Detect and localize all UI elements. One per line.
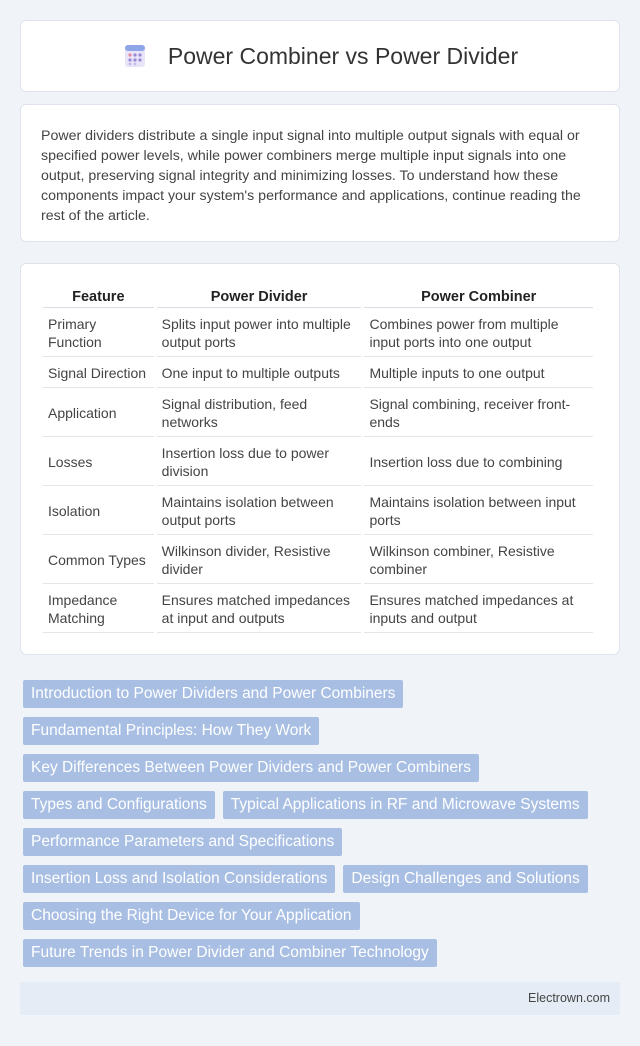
- topic-link-types-configurations[interactable]: Types and Configurations: [23, 791, 215, 819]
- table-cell: Ensures matched impedances at input and outputs: [157, 584, 362, 633]
- table-cell: Wilkinson divider, Resistive divider: [157, 535, 362, 584]
- table-cell: Common Types: [43, 535, 154, 584]
- topic-link-choosing-device[interactable]: Choosing the Right Device for Your Application: [23, 902, 360, 930]
- table-cell: Multiple inputs to one output: [364, 357, 593, 388]
- table-cell: Impedance Matching: [43, 584, 154, 633]
- link-row: [23, 680, 617, 708]
- header-power-combiner: Power Combiner: [364, 286, 593, 308]
- link-row: [23, 717, 617, 745]
- footer: [20, 982, 620, 1015]
- table-row: [43, 308, 593, 357]
- table-cell: Insertion loss due to combining: [364, 437, 593, 486]
- intro-text: Power dividers distribute a single input signal into multiple output signals with equal or specified power levels, while power combiners merge multiple input signals into one output, preserving signal integrity and minimizing losses. To understand how these components impact your system's performance and applications, continue reading the rest of the article.: [41, 128, 581, 224]
- topic-link-key-differences[interactable]: Key Differences Between Power Dividers and Power Combiners: [23, 754, 479, 782]
- comparison-table-card: [20, 263, 620, 655]
- table-cell: One input to multiple outputs: [157, 357, 362, 388]
- table-row: [43, 535, 593, 584]
- table-cell: Wilkinson combiner, Resistive combiner: [364, 535, 593, 584]
- link-row: [23, 902, 617, 930]
- table-row: [43, 357, 593, 388]
- table-row: [43, 486, 593, 535]
- topic-link-fundamental-principles[interactable]: Fundamental Principles: How They Work: [23, 717, 319, 745]
- comparison-table: [40, 286, 596, 633]
- topic-link-performance-parameters[interactable]: Performance Parameters and Specifications: [23, 828, 342, 856]
- table-cell: Ensures matched impedances at inputs and output: [364, 584, 593, 633]
- link-row: [23, 865, 617, 893]
- topic-link-design-challenges[interactable]: Design Challenges and Solutions: [343, 865, 587, 893]
- header-feature: Feature: [43, 286, 154, 308]
- title-card: [20, 20, 620, 92]
- table-row: [43, 388, 593, 437]
- topic-link-typical-applications[interactable]: Typical Applications in RF and Microwave Systems: [223, 791, 588, 819]
- page-title: Power Combiner vs Power Divider: [167, 42, 519, 69]
- table-row: [43, 437, 593, 486]
- table-cell: Application: [43, 388, 154, 437]
- table-cell: Isolation: [43, 486, 154, 535]
- link-row: [23, 791, 617, 819]
- table-cell: Combines power from multiple input ports into one output: [364, 308, 593, 357]
- table-cell: Signal Direction: [43, 357, 154, 388]
- table-cell: Signal distribution, feed networks: [157, 388, 362, 437]
- table-cell: Primary Function: [43, 308, 154, 357]
- table-cell: Maintains isolation between output ports: [157, 486, 362, 535]
- link-row: [23, 828, 617, 856]
- topic-link-introduction[interactable]: Introduction to Power Dividers and Power Combiners: [23, 680, 403, 708]
- table-cell: Maintains isolation between input ports: [364, 486, 593, 535]
- topic-link-insertion-loss[interactable]: Insertion Loss and Isolation Considerations: [23, 865, 335, 893]
- table-grid-icon: [122, 43, 148, 69]
- table-cell: Splits input power into multiple output ports: [157, 308, 362, 357]
- link-row: [23, 754, 617, 782]
- footer-site-name[interactable]: Electrown.com: [528, 991, 610, 1005]
- intro-card: [20, 104, 620, 242]
- table-header-row: [43, 286, 593, 308]
- topic-links: [23, 680, 617, 976]
- link-row: [23, 939, 617, 967]
- table-cell: Signal combining, receiver front-ends: [364, 388, 593, 437]
- table-cell: Losses: [43, 437, 154, 486]
- topic-link-future-trends[interactable]: Future Trends in Power Divider and Combiner Technology: [23, 939, 437, 967]
- table-cell: Insertion loss due to power division: [157, 437, 362, 486]
- header-power-divider: Power Divider: [157, 286, 362, 308]
- table-row: [43, 584, 593, 633]
